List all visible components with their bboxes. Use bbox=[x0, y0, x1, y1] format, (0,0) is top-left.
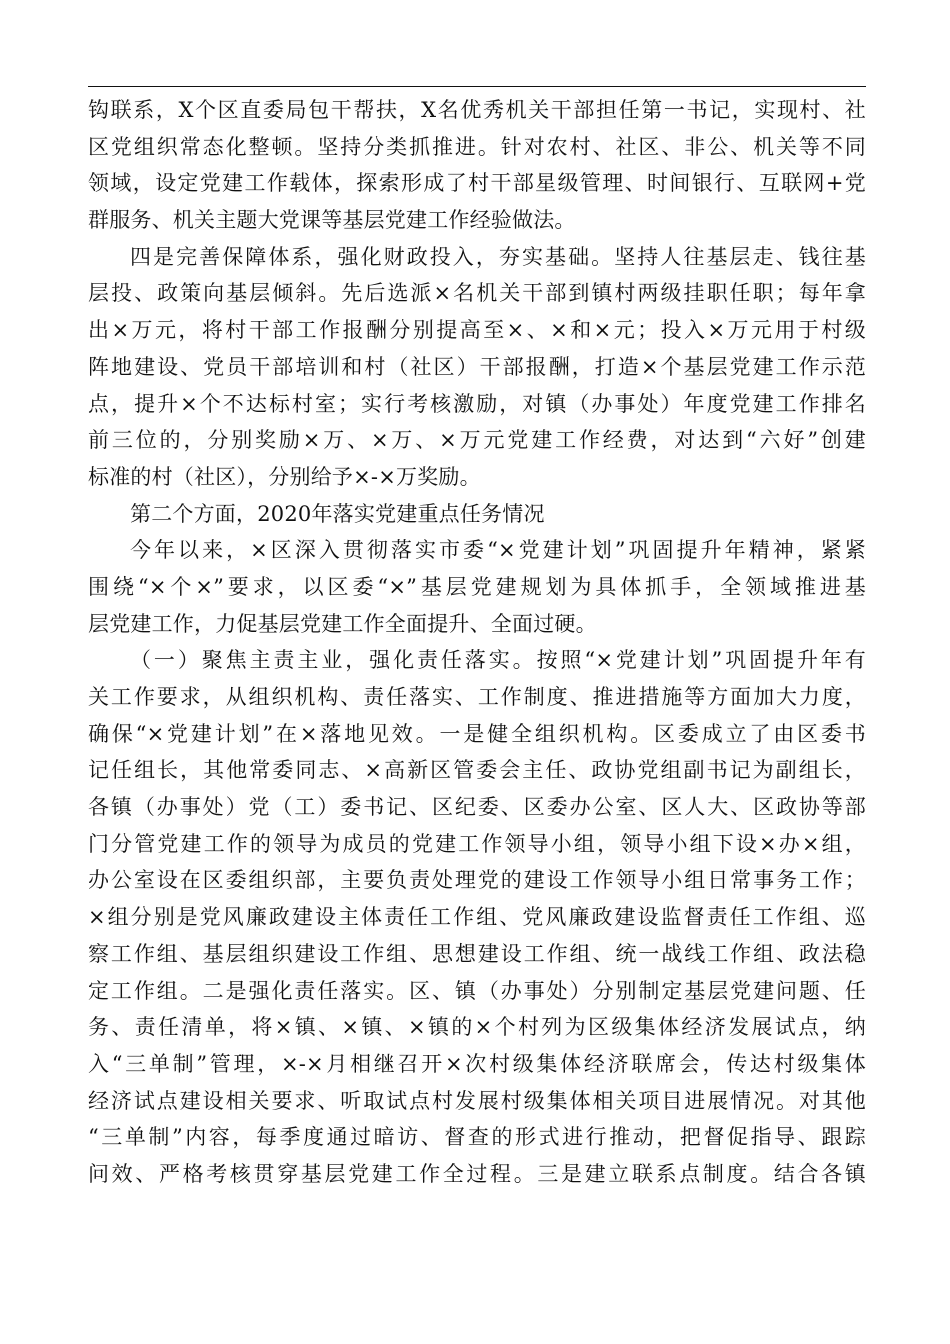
text-line: 点，提升×个不达标村室；实行考核激励，对镇（办事处）年度党建工作排名 bbox=[88, 391, 866, 416]
text-line: 务、责任清单，将×镇、×镇、×镇的×个村列为区级集体经济发展试点，纳 bbox=[88, 1015, 866, 1040]
text-line: 各镇（办事处）党（工）委书记、区纪委、区委办公室、区人大、区政协等部 bbox=[88, 795, 866, 820]
text-line: 围绕“×个×”要求，以区委“×”基层党建规划为具体抓手，全领域推进基 bbox=[88, 574, 866, 599]
text-line: 钩联系，X个区直委局包干帮扶，X名优秀机关干部担任第一书记，实现村、社 bbox=[88, 98, 866, 122]
text-line: 记任组长，其他常委同志、×高新区管委会主任、政协党组副书记为副组长， bbox=[88, 758, 866, 783]
text-line: 问效、严格考核贯穿基层党建工作全过程。三是建立联系点制度。结合各镇 bbox=[88, 1161, 866, 1186]
text-line: 办公室设在区委组织部，主要负责处理党的建设工作领导小组日常事务工作； bbox=[88, 868, 866, 893]
text-line: 标准的村（社区），分别给予×-×万奖励。 bbox=[88, 464, 481, 489]
text-line: 层投、政策向基层倾斜。先后选派×名机关干部到镇村两级挂职任职；每年拿 bbox=[88, 281, 866, 306]
text-line: 前三位的，分别奖励×万、×万、×万元党建工作经费，对达到“六好”创建 bbox=[88, 428, 866, 453]
text-line: 定工作组。二是强化责任落实。区、镇（办事处）分别制定基层党建问题、任 bbox=[88, 978, 866, 1003]
text-line: 领域，设定党建工作载体，探索形成了村干部星级管理、时间银行、互联网+党 bbox=[88, 171, 866, 196]
header-rule bbox=[88, 86, 866, 87]
text-line: 四是完善保障体系，强化财政投入，夯实基础。坚持人往基层走、钱往基 bbox=[130, 244, 866, 269]
text-line: 区党组织常态化整顿。坚持分类抓推进。针对农村、社区、非公、机关等不同 bbox=[88, 134, 866, 159]
text-line: 出×万元，将村干部工作报酬分别提高至×、×和×元；投入×万元用于村级 bbox=[88, 318, 866, 343]
text-line: 察工作组、基层组织建设工作组、思想建设工作组、统一战线工作组、政法稳 bbox=[88, 941, 866, 966]
text-line: 入“三单制”管理，×-×月相继召开×次村级集体经济联席会，传达村级集体 bbox=[88, 1051, 866, 1076]
text-line: 群服务、机关主题大党课等基层党建工作经验做法。 bbox=[88, 208, 576, 233]
text-line: 阵地建设、党员干部培训和村（社区）干部报酬，打造×个基层党建工作示范 bbox=[88, 354, 866, 379]
text-line: ×组分别是党风廉政建设主体责任工作组、党风廉政建设监督责任工作组、巡 bbox=[88, 905, 866, 930]
body-text bbox=[88, 92, 866, 1193]
text-line: 今年以来，×区深入贯彻落实市委“×党建计划”巩固提升年精神，紧紧 bbox=[130, 538, 866, 563]
text-line: 第二个方面，2020年落实党建重点任务情况 bbox=[130, 501, 545, 526]
text-line: 层党建工作，力促基层党建工作全面提升、全面过硬。 bbox=[88, 611, 597, 636]
text-line: 关工作要求，从组织机构、责任落实、工作制度、推进措施等方面加大力度， bbox=[88, 685, 866, 709]
text-line: “三单制”内容，每季度通过暗访、督查的形式进行推动，把督促指导、跟踪 bbox=[88, 1125, 866, 1150]
text-line: 门分管党建工作的领导为成员的党建工作领导小组，领导小组下设×办×组， bbox=[88, 831, 866, 856]
text-line: （一）聚焦主责主业，强化责任落实。按照“×党建计划”巩固提升年有 bbox=[130, 648, 866, 673]
text-line: 经济试点建设相关要求、听取试点村发展村级集体相关项目进展情况。对其他 bbox=[88, 1088, 866, 1113]
text-line: 确保“×党建计划”在×落地见效。一是健全组织机构。区委成立了由区委书 bbox=[88, 721, 866, 746]
